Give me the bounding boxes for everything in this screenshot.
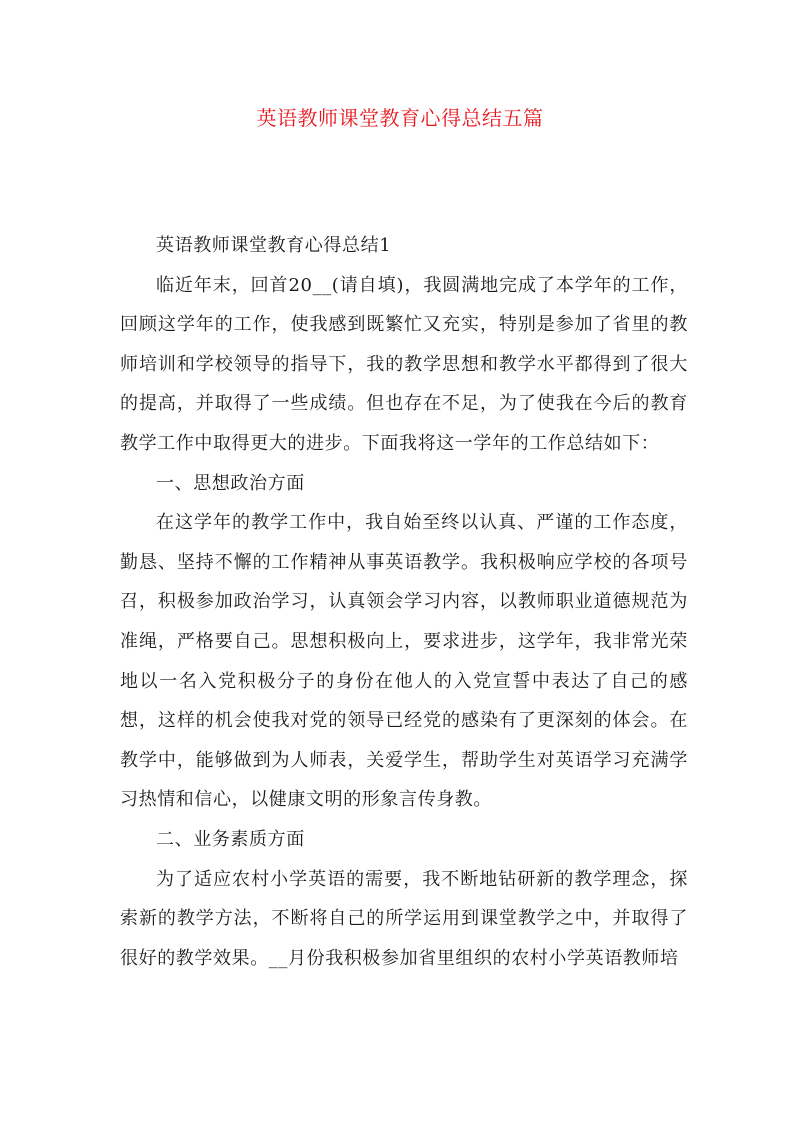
body-paragraph-politics: 在这学年的教学工作中，我自始至终以认真、严谨的工作态度，勤恳、坚持不懈的工作精神从事英语教学。我积极响应学校的各项号召，积极参加政治学习，认真领会学习内容，以教师职业道德规范为准绳，严格要自己。思想积极向上，要求进步，这学年，我非常光荣地以一名入党积极分子的身份在他人的入党宣誓中表达了自己的感想，这样的机会使我对党的领导已经党的感染有了更深刻的体会。在教学中，能够做到为人师表，关爱学生，帮助学生对英语学习充满学习热情和信心，以健康文明的形象言传身教。: [120, 512, 688, 811]
body-paragraph-intro: 临近年末，回首20__(请自填)，我圆满地完成了本学年的工作，回顾这学年的工作，使我感到既繁忙又充实，特别是参加了省里的教师培训和学校领导的指导下，我的教学思想和教学水平都得到了很大的提高，并取得了一些成绩。但也存在不足，为了使我在今后的教育教学工作中取得更大的进步。下面我将这一学年的工作总结如下：: [120, 274, 688, 454]
section-subtitle: 英语教师课堂教育心得总结1: [156, 235, 392, 256]
document-body: [120, 226, 688, 978]
section-heading-professional: 二、业务素质方面: [156, 828, 305, 850]
document-title: 英语教师课堂教育心得总结五篇: [256, 106, 544, 130]
section-heading-politics: 一、思想政治方面: [156, 472, 305, 494]
body-paragraph-professional: 为了适应农村小学英语的需要，我不断地钻研新的教学理念，探索新的教学方法，不断将自己的所学运用到课堂教学之中，并取得了很好的教学效果。__月份我积极参加省里组织的农村小学英语教师培: [120, 868, 688, 969]
